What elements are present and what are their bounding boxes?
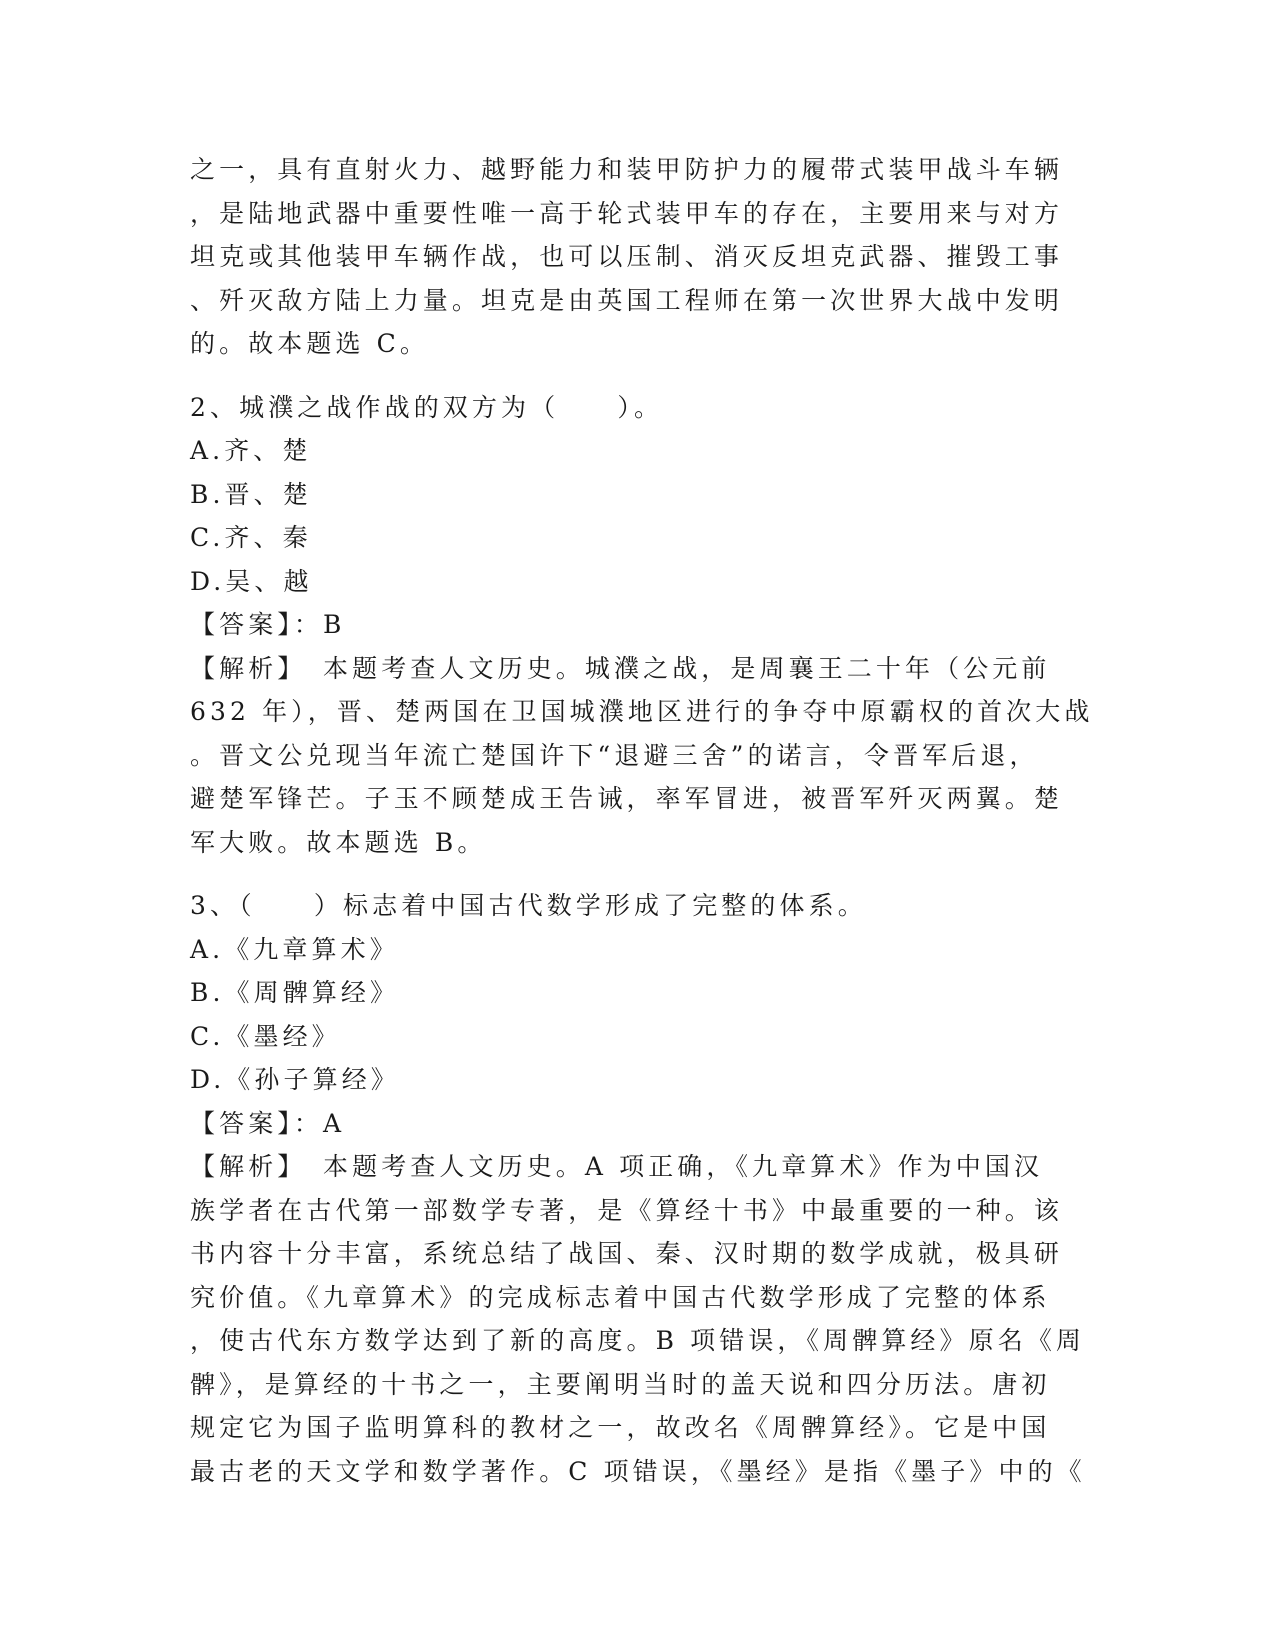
paragraph-line: 之一，具有直射火力、越野能力和装甲防护力的履带式装甲战斗车辆 — [190, 155, 1064, 184]
analysis-line: 髀》，是算经的十书之一，主要阐明当时的盖天说和四分历法。唐初 — [190, 1369, 1051, 1399]
analysis-line: 。晋文公兑现当年流亡楚国许下“退避三舍”的诺言，令晋军后退， — [190, 740, 1039, 770]
analysis-line: 632 年），晋、楚两国在卫国城濮地区进行的争夺中原霸权的首次大战 — [190, 697, 1094, 726]
analysis-line: 【解析】 本题考查人文历史。A 项正确，《九章算术》作为中国汉 — [190, 1152, 1044, 1181]
analysis-line: 究价值。《九章算术》的完成标志着中国古代数学形成了完整的体系 — [190, 1282, 1051, 1312]
option-b: B.晋、楚 — [190, 479, 312, 509]
analysis-line: 避楚军锋芒。子玉不顾楚成王告诫，率军冒进，被晋军歼灭两翼。楚 — [190, 784, 1064, 813]
analysis-block — [190, 647, 1094, 865]
analysis-line: 最古老的天文学和数学著作。C 项错误，《墨经》是指《墨子》中的《 — [190, 1456, 1086, 1486]
question-title: 3、（ ）标志着中国古代数学形成了完整的体系。 — [190, 891, 867, 920]
question-2 — [190, 386, 1094, 865]
option-b: B.《周髀算经》 — [190, 978, 400, 1007]
analysis-line: ，使古代东方数学达到了新的高度。B 项错误，《周髀算经》原名《周 — [190, 1326, 1086, 1355]
option-d: D.吴、越 — [190, 566, 313, 596]
analysis-line: 书内容十分丰富，系统总结了战国、秦、汉时期的数学成就，极具研 — [190, 1239, 1064, 1268]
analysis-line: 军大败。故本题选 B。 — [190, 827, 487, 857]
option-a: A.齐、楚 — [190, 436, 312, 465]
analysis-line: 族学者在古代第一部数学专著，是《算经十书》中最重要的一种。该 — [190, 1195, 1064, 1225]
paragraph-line: ，是陆地武器中重要性唯一高于轮式装甲车的存在，主要用来与对方 — [190, 198, 1064, 228]
page-content — [190, 148, 1094, 1493]
analysis-line: 规定它为国子监明算科的教材之一，故改名《周髀算经》。它是中国 — [190, 1413, 1051, 1442]
paragraph-line: 、歼灭敌方陆上力量。坦克是由英国工程师在第一次世界大战中发明 — [190, 285, 1064, 315]
answer-line: 【答案】：B — [190, 610, 346, 639]
option-c: C.齐、秦 — [190, 523, 312, 552]
paragraph-line: 坦克或其他装甲车辆作战，也可以压制、消灭反坦克武器、摧毁工事 — [190, 242, 1064, 271]
analysis-line: 【解析】 本题考查人文历史。城濮之战，是周襄王二十年（公元前 — [190, 653, 1051, 683]
intro-paragraph — [190, 148, 1090, 366]
option-a: A.《九章算术》 — [190, 934, 399, 964]
answer-line: 【答案】：A — [190, 1108, 346, 1138]
analysis-block — [190, 1145, 1090, 1493]
question-title: 2、城濮之战作战的双方为（ ）。 — [190, 392, 664, 422]
paragraph-line: 的。故本题选 C。 — [190, 329, 429, 358]
option-d: D.《孙子算经》 — [190, 1065, 400, 1094]
option-c: C.《墨经》 — [190, 1021, 341, 1051]
question-3 — [190, 884, 1090, 1493]
